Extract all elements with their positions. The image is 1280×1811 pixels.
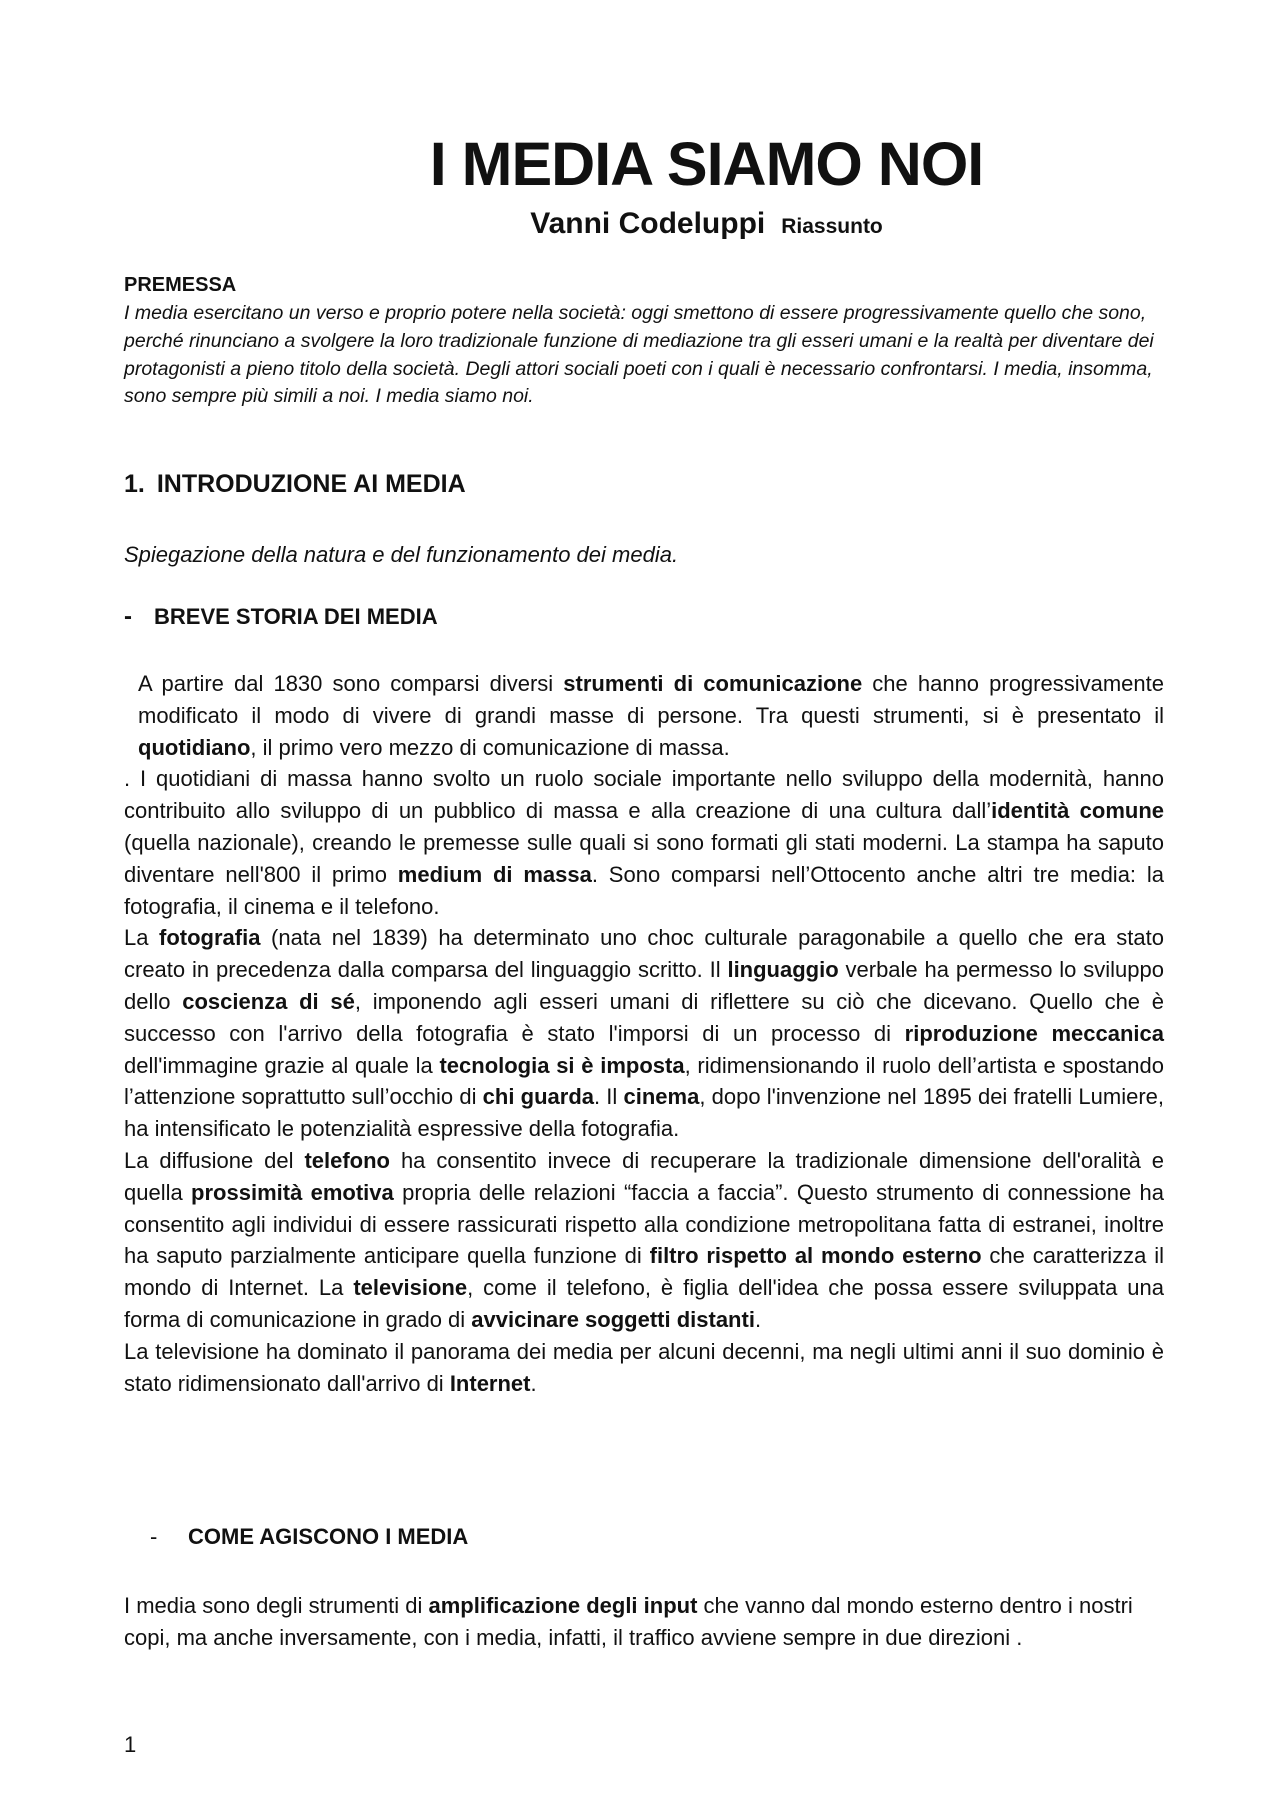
paragraph: . I quotidiani di massa hanno svolto un ruolo sociale importante nello sviluppo della modernità, hanno contribuito allo sviluppo di un pubblico di massa e alla creazione di una cultura dall’identità comune (quella nazionale), creando le premesse sulle quali si sono formati gli stati moderni. La stampa ha saputo diventare nell'800 il primo medium di massa. Sono comparsi nell’Ottocento anche altri tre media: la fotografia, il cinema e il telefono. <box>124 766 1165 919</box>
document-title: I MEDIA SIAMO NOI <box>429 130 984 198</box>
bold-term: cinema <box>623 1084 700 1110</box>
bold-term: filtro rispetto al mondo esterno <box>649 1243 982 1269</box>
section-bullet: - <box>124 603 132 630</box>
section-body-storia <box>124 668 1164 1399</box>
section-heading-storia <box>124 602 438 632</box>
section-heading-agire <box>150 1522 468 1552</box>
document-subtitle <box>124 204 1280 249</box>
chapter-number: 1. <box>124 470 145 498</box>
paragraph: La televisione ha dominato il panorama dei media per alcuni decenni, ma negli ultimi anni il suo dominio è stato ridimensionato dall'arrivo di Internet. <box>124 1338 1164 1396</box>
bold-term: chi guarda <box>482 1084 594 1110</box>
paragraph: A partire dal 1830 sono comparsi diversi strumenti di comunicazione che hanno progressivamente modificato il modo di vivere di grandi masse di persone. Tra questi strumenti, si è presentato il quotidiano, il primo vero mezzo di comunicazione di massa. <box>138 671 1164 760</box>
chapter-heading <box>124 468 466 500</box>
bold-term: amplificazione degli input <box>428 1593 698 1618</box>
section-title: COME AGISCONO I MEDIA <box>188 1524 469 1549</box>
bold-term: quotidiano <box>138 734 251 760</box>
chapter-title: INTRODUZIONE AI MEDIA <box>156 470 466 498</box>
premessa-text: I media esercitano un verso e proprio potere nella società: oggi smettono di essere progressivamente quello che sono, perché rinunciano a svolgere la loro tradizionale funzione di mediazione tra gli esseri umani e la realtà per diventare dei protagonisti a pieno titolo della società. Degli attori sociali poeti con i quali è necessario confrontarsi. I media, insomma, sono sempre più simili a noi. I media siamo noi. <box>124 302 1154 408</box>
bold-term: medium di massa <box>397 861 592 887</box>
section-title: BREVE STORIA DEI MEDIA <box>154 604 438 629</box>
bold-term: strumenti di comunicazione <box>563 671 863 696</box>
page-number: 1 <box>124 1732 137 1757</box>
bold-term: avvicinare soggetti distanti <box>471 1306 755 1332</box>
author-name: Vanni Codeluppi <box>530 207 766 240</box>
bold-term: tecnologia si è imposta <box>439 1052 685 1078</box>
premessa-heading: PREMESSA <box>124 274 237 296</box>
section-bullet: - <box>150 1524 158 1549</box>
bold-term: riproduzione meccanica <box>904 1020 1164 1046</box>
section-body-agire <box>124 1590 1164 1654</box>
paragraph: I media sono degli strumenti di amplificazione degli input che vanno dal mondo esterno dentro i nostri copi, ma anche inversamente, con i media, infatti, il traffico avviene sempre in due direzioni . <box>124 1593 1133 1650</box>
bold-term: coscienza di sé <box>182 988 355 1014</box>
bold-term: prossimità emotiva <box>191 1179 394 1205</box>
bold-term: telefono <box>304 1147 390 1173</box>
chapter-subtitle: Spiegazione della natura e del funzionamento dei media. <box>124 542 679 567</box>
bold-term: Internet <box>449 1370 531 1396</box>
bold-term: televisione <box>353 1275 468 1301</box>
bold-term: identità comune <box>991 798 1165 824</box>
bold-term: linguaggio <box>727 957 839 983</box>
paragraph: La fotografia (nata nel 1839) ha determinato uno choc culturale paragonabile a quello che era stato creato in precedenza dalla comparsa del linguaggio scritto. Il linguaggio verbale ha permesso lo sviluppo dello coscienza di sé, imponendo agli esseri umani di riflettere su ciò che dicevano. Quello che è successo con l'arrivo della fotografia è stato l'imporsi di un processo di riproduzione meccanica dell'immagine grazie al quale la tecnologia si è imposta, ridimensionando il ruolo dell’artista e spostando l’attenzione soprattutto sull’occhio di chi guarda. Il cinema, dopo l'invenzione nel 1895 dei fratelli Lumiere, ha intensificato le potenzialità espressive della fotografia. <box>124 925 1165 1142</box>
paragraph: La diffusione del telefono ha consentito invece di recuperare la tradizionale dimensione dell'oralità e quella prossimità emotiva propria delle relazioni “faccia a faccia”. Questo strumento di connessione ha consentito agli individui di essere rassicurati rispetto alla condizione metropolitana fatta di estranei, inoltre ha saputo parzialmente anticipare quella funzione di filtro rispetto al mondo esterno che caratterizza il mondo di Internet. La televisione, come il telefono, è figlia dell'idea che possa essere sviluppata una forma di comunicazione in grado di avvicinare soggetti distanti. <box>124 1147 1165 1332</box>
subtitle-tag: Riassunto <box>781 215 883 238</box>
bold-term: fotografia <box>159 925 261 951</box>
